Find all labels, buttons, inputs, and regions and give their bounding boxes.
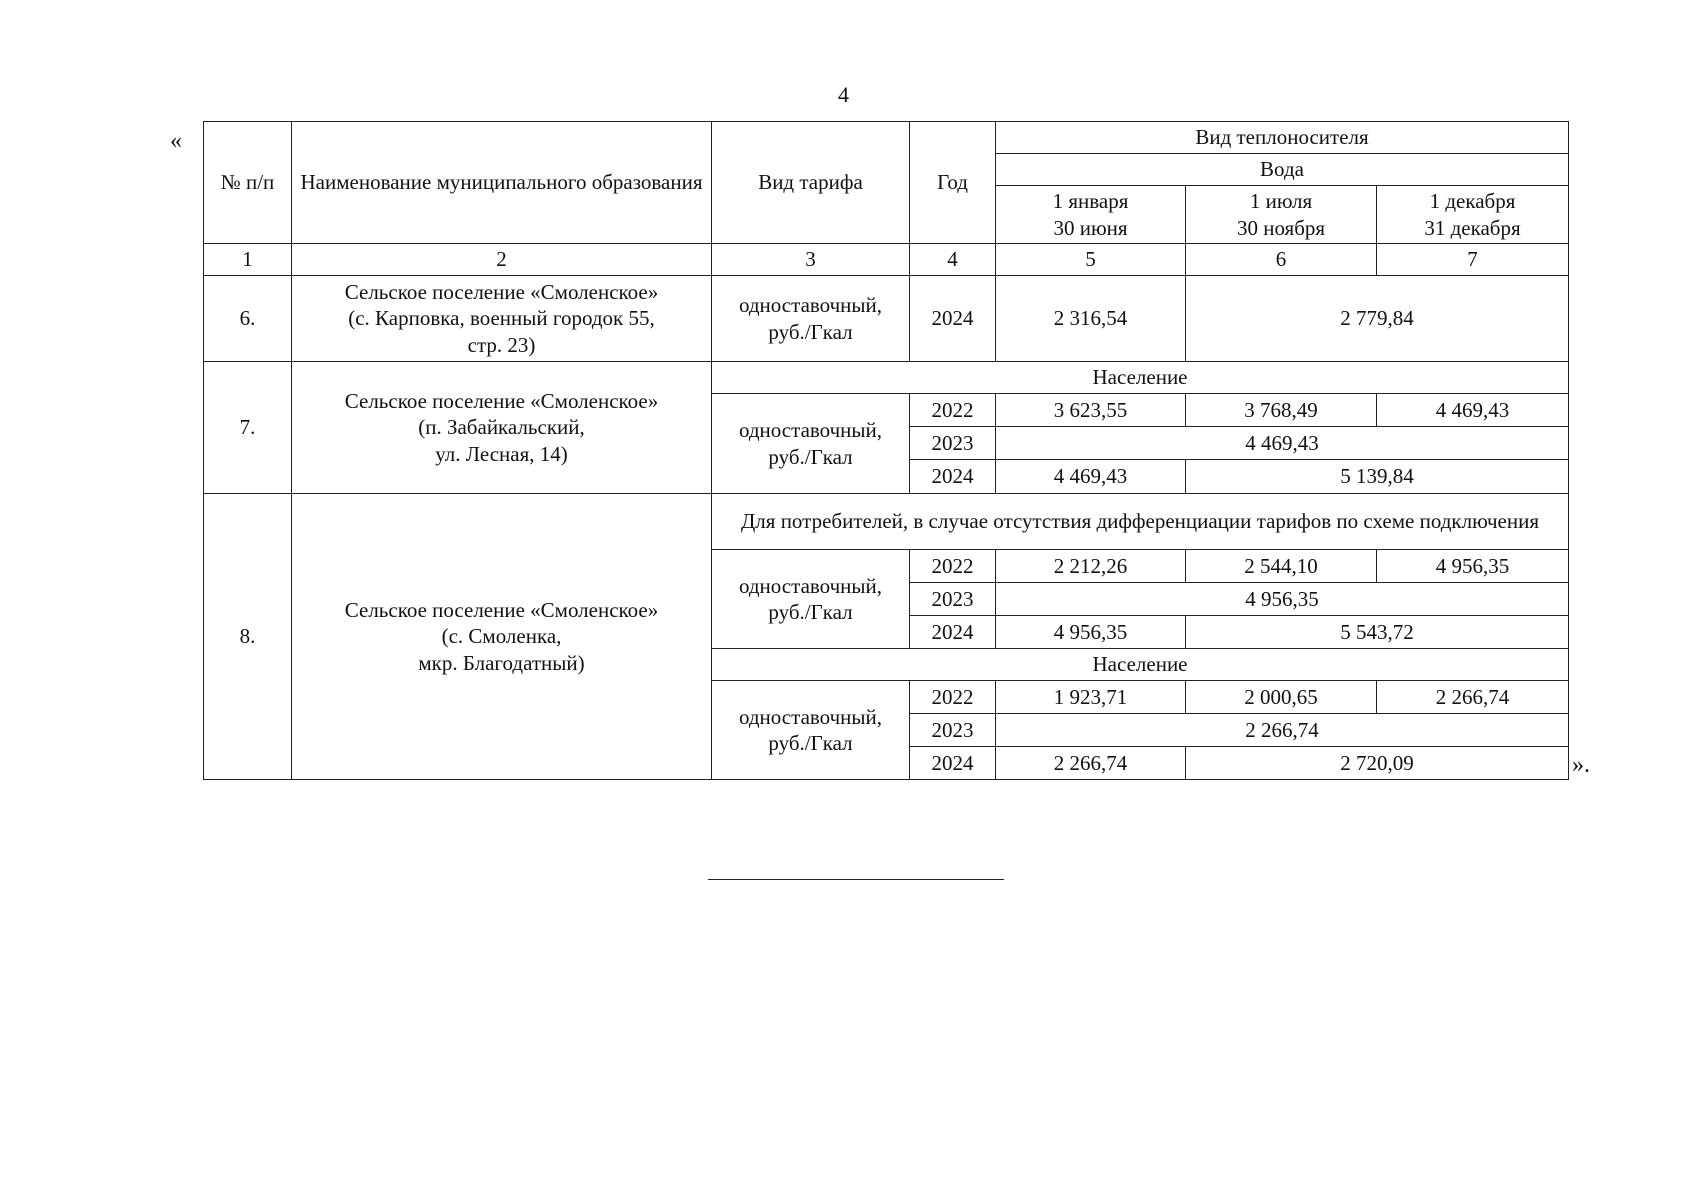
row-8b-year-2023: 2023 bbox=[910, 714, 996, 747]
row-8b-2024-value-2: 2 720,09 bbox=[1186, 747, 1569, 780]
row-7-2024-value-2: 5 139,84 bbox=[1186, 460, 1569, 494]
row-8b-year-2022: 2022 bbox=[910, 681, 996, 714]
column-number-row bbox=[204, 244, 1569, 276]
row-8-name bbox=[292, 494, 712, 780]
row-8b-2023-value: 2 266,74 bbox=[996, 714, 1569, 747]
period-1-start: 1 января bbox=[1052, 189, 1129, 214]
table-row bbox=[204, 362, 1569, 394]
row-7-2022-value-1: 3 623,55 bbox=[996, 394, 1186, 427]
row-8b-2024-value-1: 2 266,74 bbox=[996, 747, 1186, 780]
row-8-tariff-2-line-2: руб./Гкал bbox=[768, 731, 853, 755]
table-row bbox=[204, 276, 1569, 362]
row-7-name bbox=[292, 362, 712, 494]
row-8-group-2-label: Население bbox=[712, 649, 1569, 681]
row-8-group-1-label: Для потребителей, в случае отсутствия дифференциации тарифов по схеме подключения bbox=[712, 494, 1569, 550]
col-number-3: 3 bbox=[712, 244, 910, 276]
row-6-value-1: 2 316,54 bbox=[996, 276, 1186, 362]
header-period-2 bbox=[1186, 186, 1377, 244]
row-7-name-line-3: ул. Лесная, 14) bbox=[435, 441, 568, 466]
row-6-name-line-1: Сельское поселение «Смоленское» bbox=[344, 280, 659, 305]
row-6-name-line-2: (с. Карповка, военный городок 55, bbox=[348, 306, 655, 331]
row-6-num: 6. bbox=[204, 276, 292, 362]
col-number-6: 6 bbox=[1186, 244, 1377, 276]
header-water: Вода bbox=[996, 154, 1569, 186]
row-8a-2024-value-2: 5 543,72 bbox=[1186, 616, 1569, 649]
row-6-name-line-3: стр. 23) bbox=[467, 332, 536, 357]
row-7-2022-value-2: 3 768,49 bbox=[1186, 394, 1377, 427]
row-6-tariff-line-2: руб./Гкал bbox=[768, 319, 853, 344]
row-7-group-label: Население bbox=[712, 362, 1569, 394]
table-row bbox=[204, 494, 1569, 550]
period-3-start: 1 декабря bbox=[1429, 189, 1516, 214]
period-2-start: 1 июля bbox=[1249, 189, 1313, 214]
row-8b-2022-value-3: 2 266,74 bbox=[1377, 681, 1569, 714]
row-7-name-line-2: (п. Забайкальский, bbox=[418, 415, 585, 440]
row-8b-2022-value-2: 2 000,65 bbox=[1186, 681, 1377, 714]
row-7-tariff bbox=[712, 394, 910, 494]
row-8a-year-2024: 2024 bbox=[910, 616, 996, 649]
row-6-tariff bbox=[712, 276, 910, 362]
row-8b-year-2024: 2024 bbox=[910, 747, 996, 780]
row-8-tariff-1-line-1: одноставочный, bbox=[738, 573, 883, 598]
row-8-num: 8. bbox=[204, 494, 292, 780]
row-7-tariff-line-2: руб./Гкал bbox=[768, 444, 853, 469]
row-8a-2022-value-3: 4 956,35 bbox=[1377, 550, 1569, 583]
col-number-5: 5 bbox=[996, 244, 1186, 276]
row-8-name-line-2: (с. Смоленка, bbox=[441, 624, 562, 649]
row-8a-2023-value: 4 956,35 bbox=[996, 583, 1569, 616]
header-period-3 bbox=[1377, 186, 1569, 244]
separator-line bbox=[708, 879, 1004, 880]
row-7-num: 7. bbox=[204, 362, 292, 494]
row-8-tariff-1 bbox=[712, 550, 910, 649]
row-8b-2022-value-1: 1 923,71 bbox=[996, 681, 1186, 714]
row-8a-year-2022: 2022 bbox=[910, 550, 996, 583]
row-7-2022-value-3: 4 469,43 bbox=[1377, 394, 1569, 427]
row-7-name-line-1: Сельское поселение «Смоленское» bbox=[344, 389, 659, 414]
header-row-1 bbox=[204, 122, 1569, 154]
col-number-2: 2 bbox=[292, 244, 712, 276]
row-7-tariff-line-1: одноставочный, bbox=[738, 418, 883, 443]
row-7-year-2024: 2024 bbox=[910, 460, 996, 494]
header-period-1 bbox=[996, 186, 1186, 244]
row-8a-2022-value-1: 2 212,26 bbox=[996, 550, 1186, 583]
row-8-tariff-2 bbox=[712, 681, 910, 780]
header-name: Наименование муниципального образования bbox=[292, 122, 712, 244]
header-carrier: Вид теплоносителя bbox=[996, 122, 1569, 154]
tariff-table bbox=[203, 121, 1569, 780]
row-7-year-2023: 2023 bbox=[910, 427, 996, 460]
row-8-tariff-1-line-2: руб./Гкал bbox=[768, 600, 853, 624]
row-6-tariff-line-1: одноставочный, bbox=[738, 293, 883, 318]
row-8-name-line-1: Сельское поселение «Смоленское» bbox=[344, 598, 659, 623]
row-6-value-2: 2 779,84 bbox=[1186, 276, 1569, 362]
row-8-name-line-3: мкр. Благодатный) bbox=[418, 650, 585, 675]
period-1-end: 30 июня bbox=[1053, 215, 1128, 240]
row-6-year: 2024 bbox=[910, 276, 996, 362]
row-8-tariff-2-line-1: одноставочный, bbox=[738, 704, 883, 729]
row-7-year-2022: 2022 bbox=[910, 394, 996, 427]
header-tariff-type: Вид тарифа bbox=[712, 122, 910, 244]
col-number-7: 7 bbox=[1377, 244, 1569, 276]
row-8a-year-2023: 2023 bbox=[910, 583, 996, 616]
col-number-1: 1 bbox=[204, 244, 292, 276]
row-8a-2022-value-2: 2 544,10 bbox=[1186, 550, 1377, 583]
period-3-end: 31 декабря bbox=[1424, 215, 1521, 240]
closing-quote: ». bbox=[1572, 752, 1590, 778]
col-number-4: 4 bbox=[910, 244, 996, 276]
opening-quote: « bbox=[170, 128, 182, 154]
row-7-2023-value: 4 469,43 bbox=[996, 427, 1569, 460]
header-num: № п/п bbox=[204, 122, 292, 244]
row-6-name bbox=[292, 276, 712, 362]
row-7-2024-value-1: 4 469,43 bbox=[996, 460, 1186, 494]
period-2-end: 30 ноября bbox=[1236, 215, 1326, 240]
page-number: 4 bbox=[838, 82, 849, 107]
header-year: Год bbox=[910, 122, 996, 244]
row-8a-2024-value-1: 4 956,35 bbox=[996, 616, 1186, 649]
